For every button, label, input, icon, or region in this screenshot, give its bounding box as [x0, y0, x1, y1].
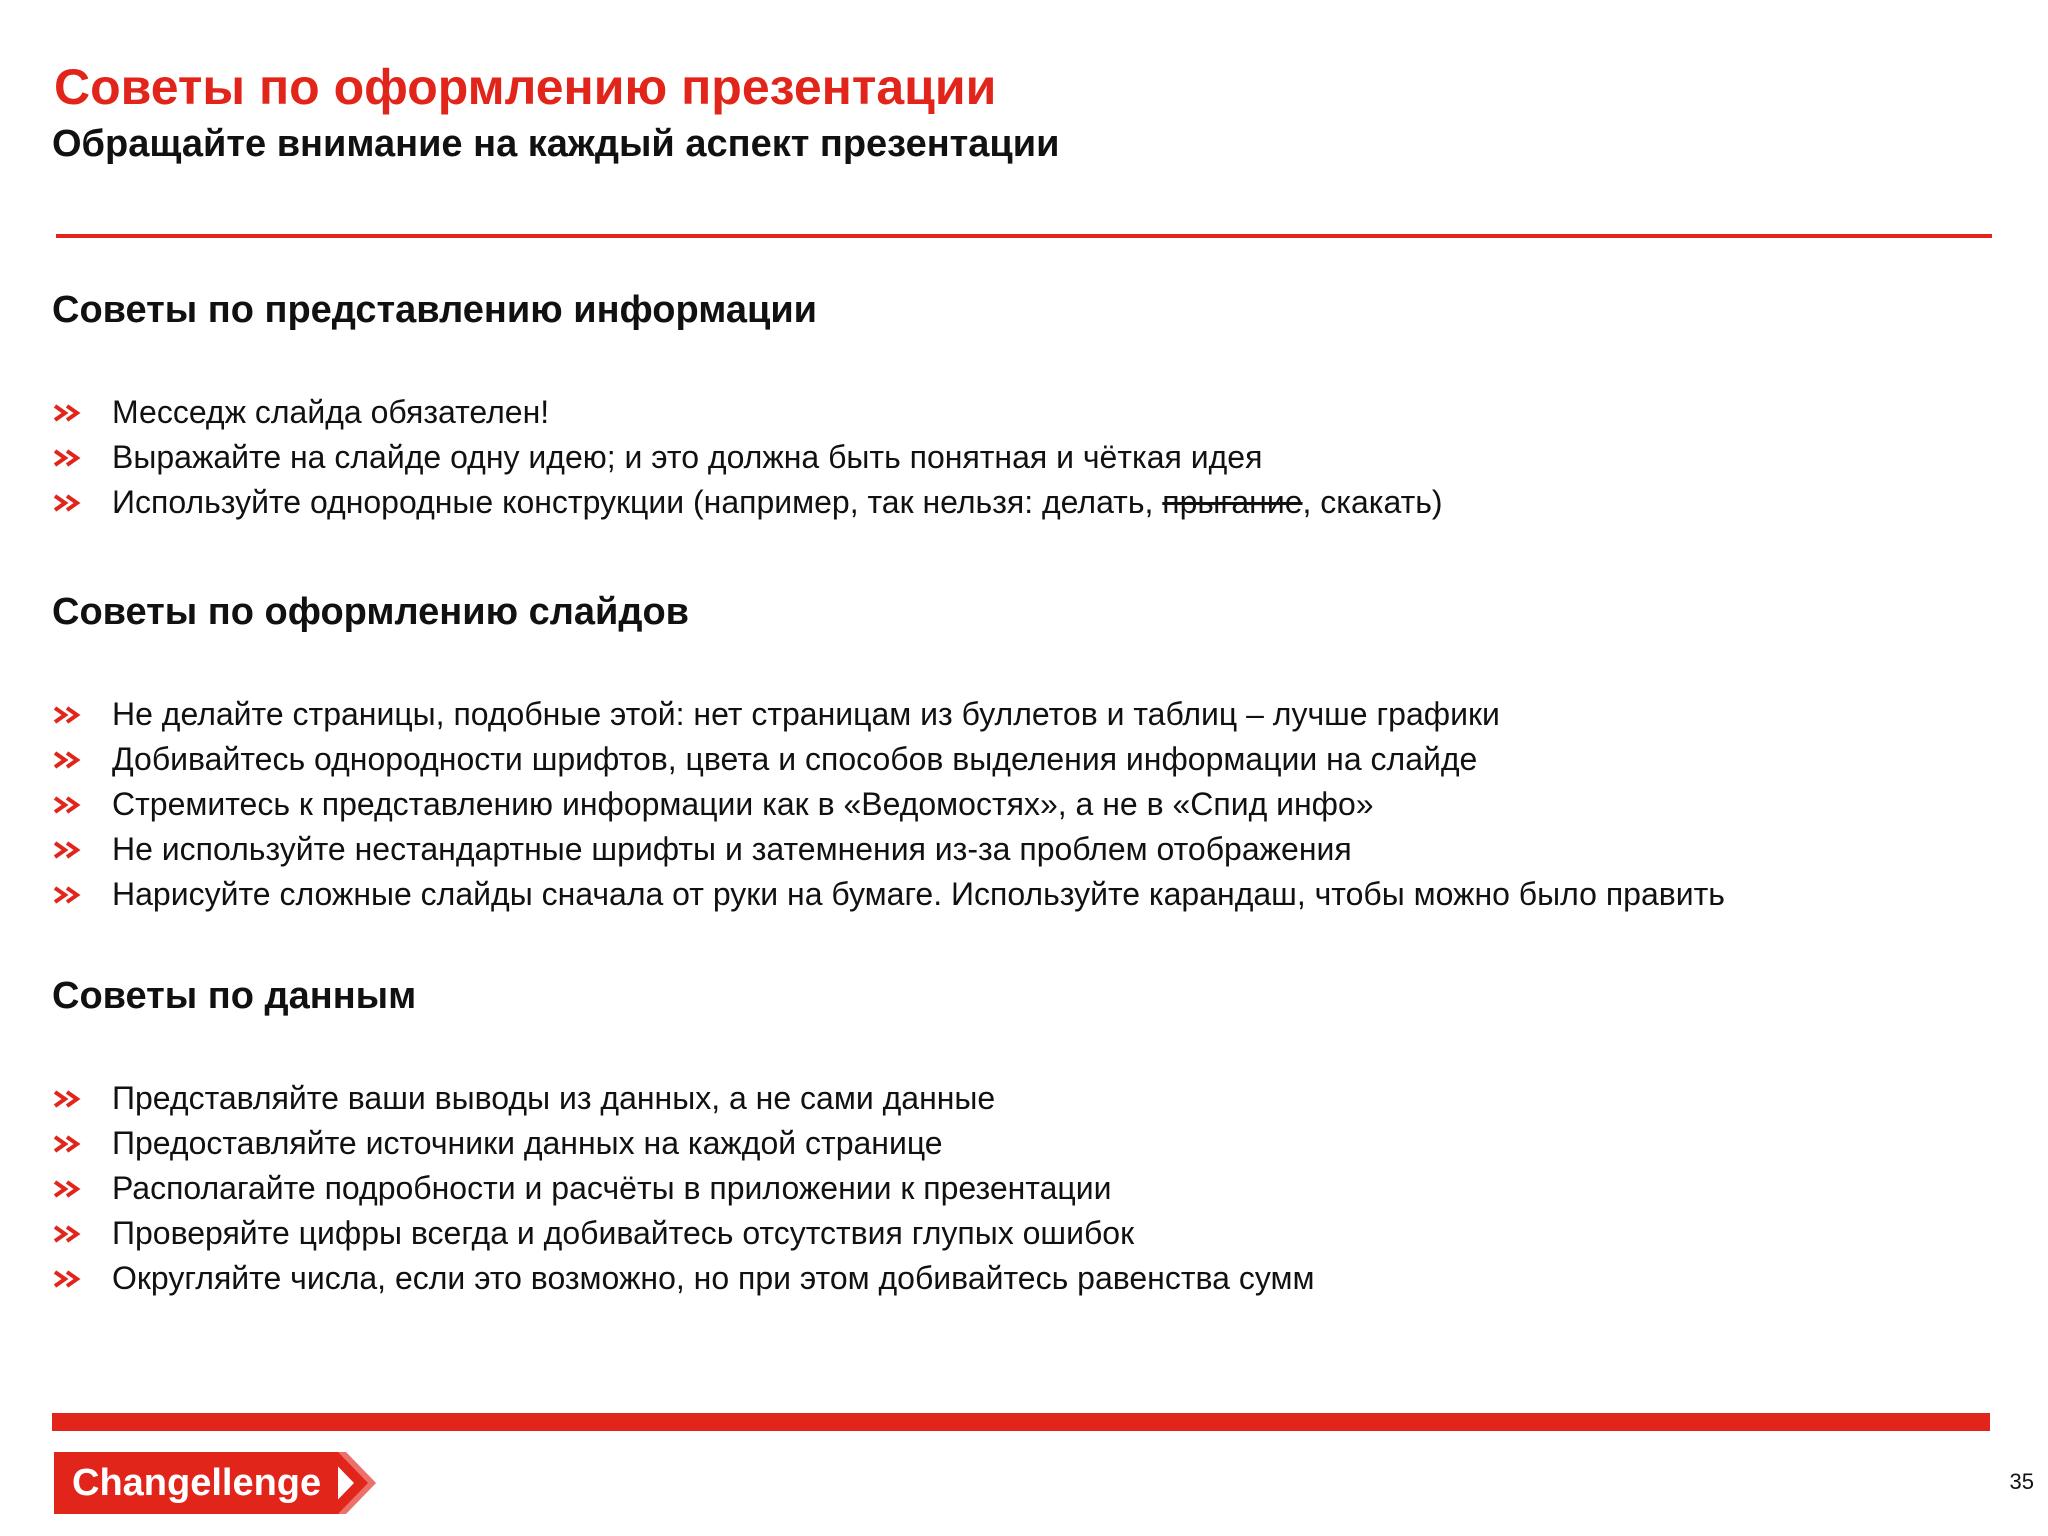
list-item-text: Предоставляйте источники данных на каждой странице [112, 1125, 943, 1161]
double-chevron-right-icon [52, 1269, 82, 1289]
list-item [52, 827, 1725, 872]
slide-title: Советы по оформлению презентации [54, 59, 997, 115]
double-chevron-right-icon [52, 1179, 82, 1199]
list-item [52, 435, 1443, 480]
changellenge-logo [54, 1452, 386, 1514]
list-item-text-before: Используйте однородные конструкции (например, так нельзя: делать, [112, 484, 1163, 520]
list-item [52, 737, 1725, 782]
double-chevron-right-icon [52, 448, 82, 468]
list-item [52, 1121, 1314, 1166]
list-item-text: Стремитесь к представлению информации как в «Ведомостях», а не в «Спид инфо» [112, 786, 1374, 822]
list-item [52, 782, 1725, 827]
list-item [52, 872, 1725, 917]
list-item-text: Добивайтесь однородности шрифтов, цвета и способов выделения информации на слайде [112, 741, 1478, 777]
double-chevron-right-icon [52, 885, 82, 905]
section-heading-slides: Советы по оформлению слайдов [52, 591, 690, 633]
list-item [52, 692, 1725, 737]
list-item [52, 390, 1443, 435]
list-item-text: Проверяйте цифры всегда и добивайтесь отсутствия глупых ошибок [112, 1215, 1135, 1251]
bullet-list-information [52, 390, 1443, 525]
list-item [52, 1211, 1314, 1256]
page-number: 35 [2009, 1469, 2034, 1494]
double-chevron-right-icon [52, 493, 82, 513]
double-chevron-right-icon [52, 840, 82, 860]
double-chevron-right-icon [52, 1089, 82, 1109]
list-item [52, 1076, 1314, 1121]
section-heading-data: Советы по данным [52, 975, 417, 1017]
double-chevron-right-icon [52, 1224, 82, 1244]
list-item-text: Округляйте числа, если это возможно, но при этом добивайтесь равенства сумм [112, 1260, 1315, 1296]
bullet-list-slides [52, 692, 1725, 917]
list-item-text: Не используйте нестандартные шрифты и затемнения из-за проблем отображения [112, 831, 1352, 867]
list-item-text: Месседж слайда обязателен! [112, 394, 550, 430]
bullet-list-data [52, 1076, 1314, 1301]
list-item-text: Представляйте ваши выводы из данных, а не сами данные [112, 1080, 996, 1116]
list-item-text: Располагайте подробности и расчёты в приложении к презентации [112, 1170, 1112, 1206]
logo-box [54, 1452, 338, 1514]
list-item [52, 480, 1443, 525]
list-item [52, 1256, 1314, 1301]
double-chevron-right-icon [52, 750, 82, 770]
double-chevron-right-icon [52, 403, 82, 423]
double-chevron-right-icon [52, 705, 82, 725]
footer-bar [52, 1413, 1990, 1431]
list-item-text: Не делайте страницы, подобные этой: нет страницам из буллетов и таблиц – лучше графики [112, 696, 1500, 732]
chevron-right-icon [324, 1452, 386, 1514]
list-item-text: Выражайте на слайде одну идею; и это должна быть понятная и чёткая идея [112, 439, 1263, 475]
logo-text: Changellenge [72, 1462, 322, 1504]
list-item-text-after: , скакать) [1302, 484, 1443, 520]
double-chevron-right-icon [52, 795, 82, 815]
title-divider [56, 234, 1992, 238]
list-item-struck-word: прыгание [1162, 484, 1303, 520]
double-chevron-right-icon [52, 1134, 82, 1154]
slide-subtitle: Обращайте внимание на каждый аспект презентации [52, 123, 1060, 165]
list-item-text: Нарисуйте сложные слайды сначала от руки на бумаге. Используйте карандаш, чтобы можно было править [112, 876, 1725, 912]
list-item [52, 1166, 1314, 1211]
section-heading-information: Советы по представлению информации [52, 289, 818, 331]
